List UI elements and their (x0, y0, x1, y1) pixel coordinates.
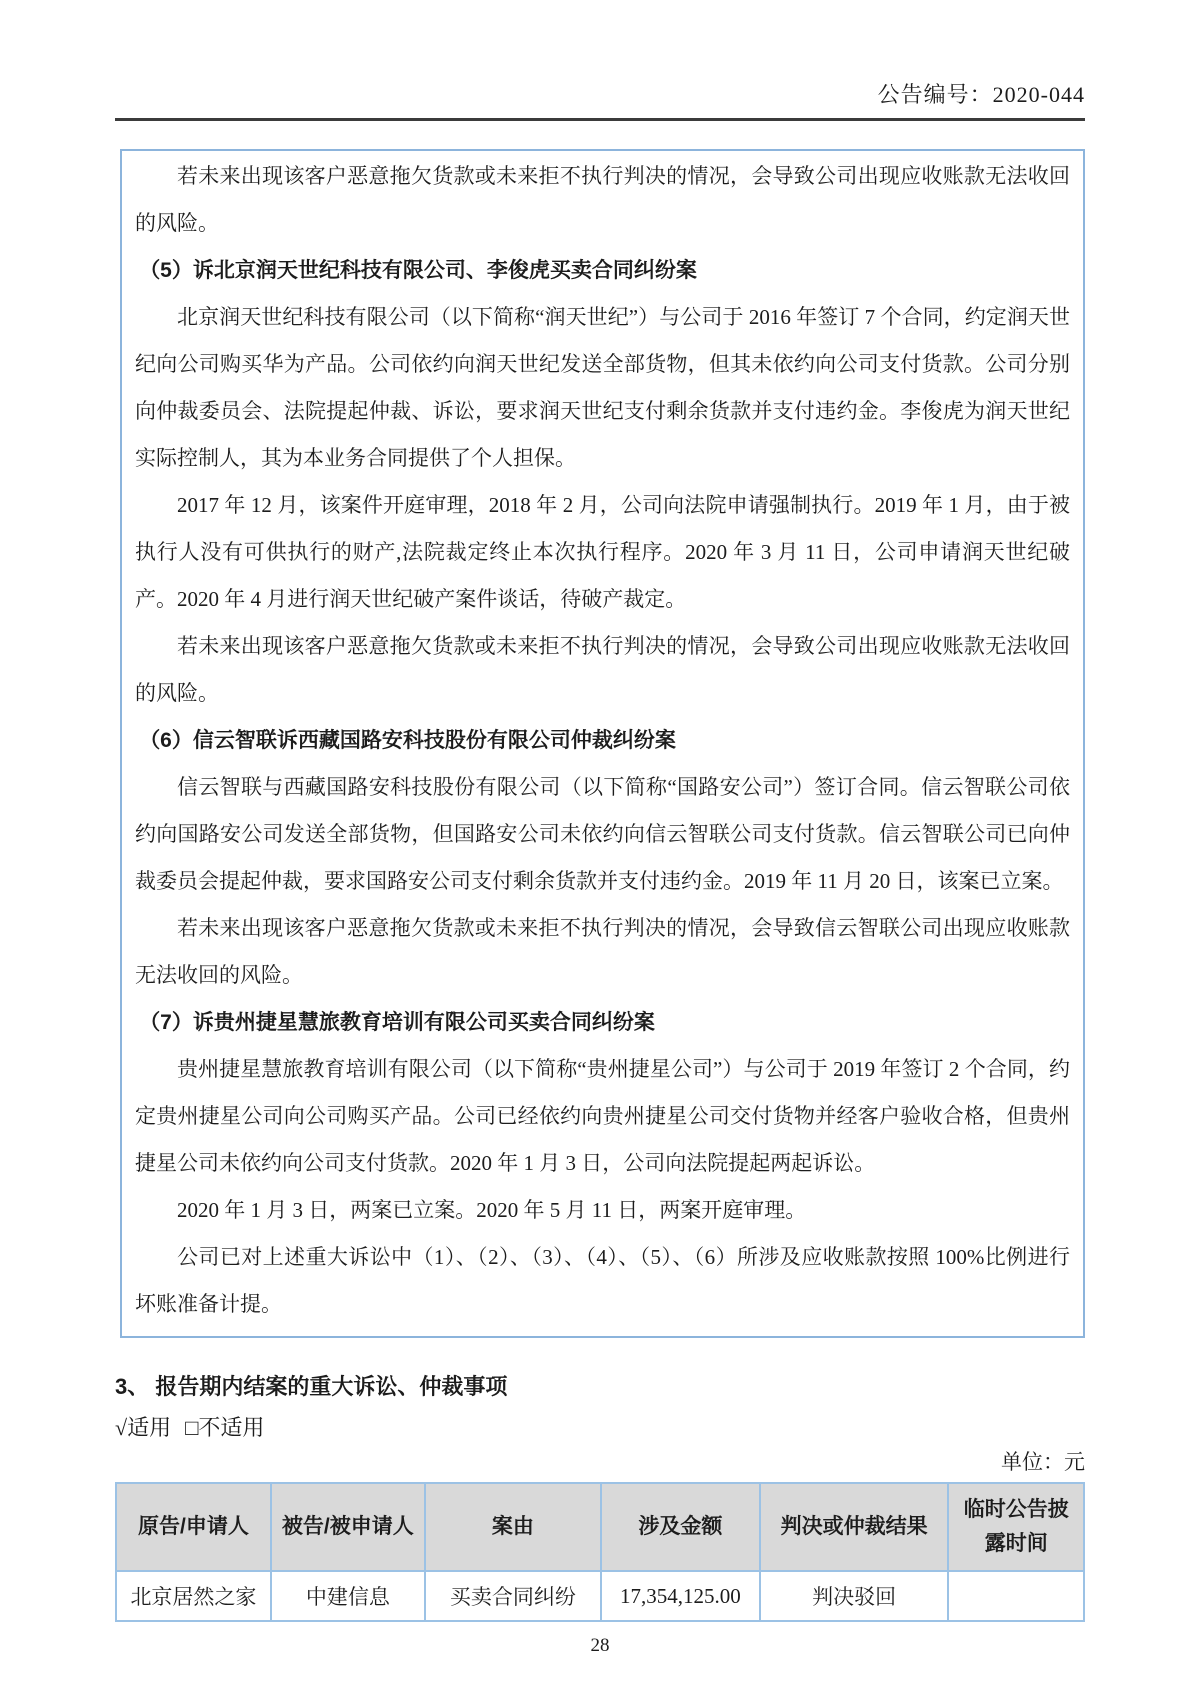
case-paragraph: 公司已对上述重大诉讼中（1）、（2）、（3）、（4）、（5）、（6）所涉及应收账款按照 100%比例进行坏账准备计提。 (135, 1245, 1070, 1316)
table-cell: 买卖合同纠纷 (425, 1571, 601, 1621)
case-paragraph: 若未来出现该客户恶意拖欠货款或未来拒不执行判决的情况，会导致信云智联公司出现应收账款无法收回的风险。 (135, 916, 1070, 987)
case-heading: （6）信云智联诉西藏国路安科技股份有限公司仲裁纠纷案 (139, 729, 676, 752)
announcement-number: 公告编号：2020-044 (115, 78, 1085, 121)
applicable-option: √适用 (115, 1415, 172, 1440)
unit-note: 单位：元 (1001, 1450, 1085, 1474)
case-paragraph: 北京润天世纪科技有限公司（以下简称“润天世纪”）与公司于 2016 年签订 7 个合同，约定润天世纪向公司购买华为产品。公司依约向润天世纪发送全部货物，但其未依约向公司支付货款。公司分别向仲裁委员会、法院提起仲裁、诉讼，要求润天世纪支付剩余货款并支付违约金。李俊虎为润天世纪实际控制人，其为本业务合同提供了个人担保。 (135, 305, 1070, 470)
case-paragraph: 若未来出现该客户恶意拖欠货款或未来拒不执行判决的情况，会导致公司出现应收账款无法收回的风险。 (135, 164, 1070, 235)
closed-cases-header-row (116, 1483, 1084, 1571)
column-header: 临时公告披露时间 (948, 1483, 1084, 1571)
case-paragraph: 贵州捷星慧旅教育培训有限公司（以下简称“贵州捷星公司”）与公司于 2019 年签订 2 个合同，约定贵州捷星公司向公司购买产品。公司已经依约向贵州捷星公司交付货物并经客户验收合格，但贵州捷星公司未依约向公司支付货款。2020 年 1 月 3 日，公司向法院提起两起诉讼。 (135, 1057, 1070, 1175)
case-paragraph: 若未来出现该客户恶意拖欠货款或未来拒不执行判决的情况，会导致公司出现应收账款无法收回的风险。 (135, 634, 1070, 705)
case-paragraph: 2020 年 1 月 3 日，两案已立案。2020 年 5 月 11 日，两案开庭审理。 (177, 1198, 807, 1222)
table-cell: 判决驳回 (760, 1571, 949, 1621)
case-paragraph: 2017 年 12 月，该案件开庭审理，2018 年 2 月，公司向法院申请强制执行。2019 年 1 月，由于被执行人没有可供执行的财产,法院裁定终止本次执行程序。2020 年 3 月 11 日，公司申请润天世纪破产。2020 年 4 月进行润天世纪破产案件谈话，待破产裁定。 (135, 493, 1070, 611)
closed-cases-body (116, 1571, 1084, 1621)
table-row (116, 1571, 1084, 1621)
page-number: 28 (590, 1635, 610, 1656)
column-header: 被告/被申请人 (271, 1483, 425, 1571)
closed-cases-table (115, 1482, 1085, 1622)
column-header: 涉及金额 (601, 1483, 760, 1571)
column-header: 原告/申请人 (116, 1483, 271, 1571)
applicability-line (115, 1411, 1085, 1442)
section-3-heading: 3、 报告期内结案的重大诉讼、仲裁事项 (115, 1374, 508, 1399)
table-cell: 北京居然之家 (116, 1571, 271, 1621)
case-paragraph: 信云智联与西藏国路安科技股份有限公司（以下简称“国路安公司”）签订合同。信云智联公司依约向国路安公司发送全部货物，但国路安公司未依约向信云智联公司支付货款。信云智联公司已向仲裁委员会提起仲裁，要求国路安公司支付剩余货款并支付违约金。2019 年 11 月 20 日，该案已立案。 (135, 775, 1070, 893)
case-heading: （7）诉贵州捷星慧旅教育培训有限公司买卖合同纠纷案 (139, 1011, 655, 1034)
not-applicable-option: □不适用 (185, 1415, 265, 1440)
column-header: 案由 (425, 1483, 601, 1571)
table-cell (948, 1571, 1084, 1621)
table-cell: 中建信息 (271, 1571, 425, 1621)
column-header: 判决或仲裁结果 (760, 1483, 949, 1571)
litigation-box (120, 149, 1085, 1338)
table-cell: 17,354,125.00 (601, 1571, 760, 1621)
case-heading: （5）诉北京润天世纪科技有限公司、李俊虎买卖合同纠纷案 (139, 259, 697, 282)
